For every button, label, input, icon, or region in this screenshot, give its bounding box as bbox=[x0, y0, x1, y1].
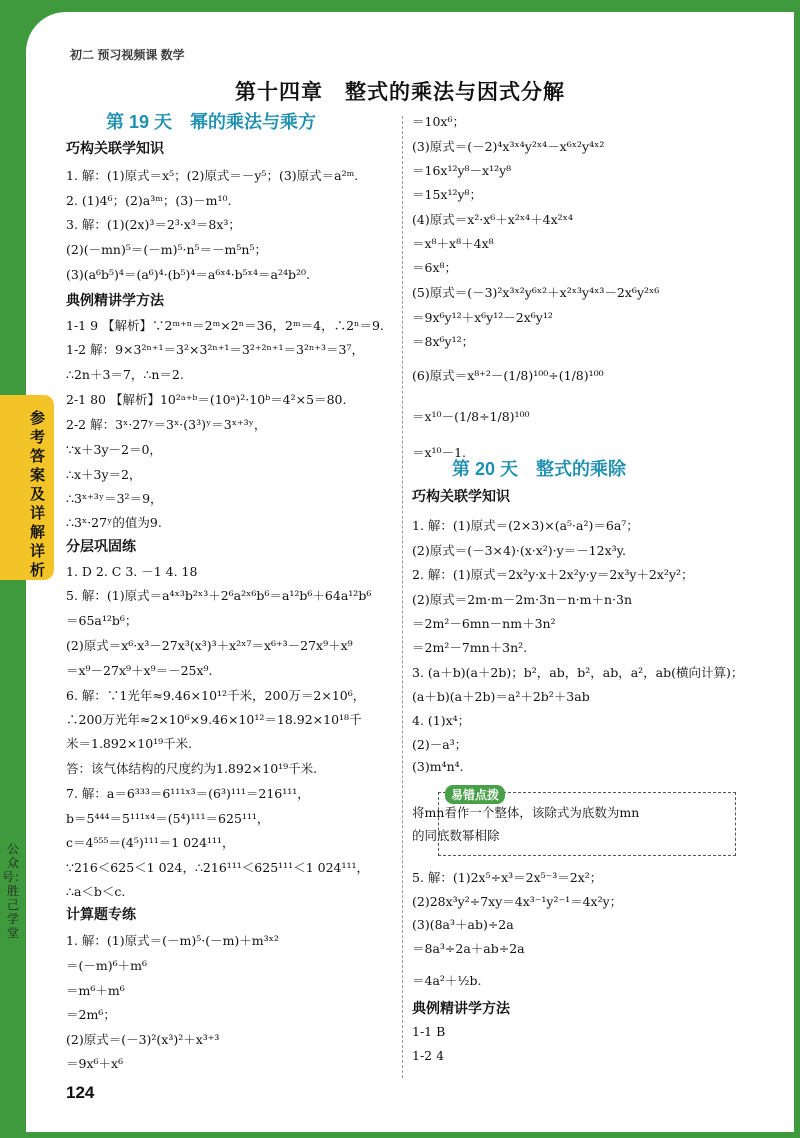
answer-line: (2)原式＝(－3×4)·(x·x²)·y＝－12x³y. bbox=[412, 543, 627, 558]
answer-line: (2)(－mn)⁵＝(－m)⁵·n⁵＝－m⁵n⁵； bbox=[66, 242, 267, 257]
answer-line: 4. (1)x⁴； bbox=[412, 713, 471, 728]
answer-line: c＝4⁵⁵⁵＝(4⁵)¹¹¹＝1 024¹¹¹， bbox=[66, 835, 235, 850]
answer-line: ∴x＋3y＝2， bbox=[66, 467, 142, 482]
answer-line: (4)原式＝x²·x⁶＋x²ˣ⁴＋4x²ˣ⁴ bbox=[412, 212, 573, 227]
answer-line: 米＝1.892×10¹⁹千米. bbox=[66, 736, 193, 751]
answer-line: 1. 解：(1)原式＝(－m)⁵·(－m)＋m³ˣ² bbox=[66, 933, 279, 948]
answer-line: 2-2 解：3ˣ·27ʸ＝3ˣ·(3³)ʸ＝3ˣ⁺³ʸ， bbox=[66, 417, 267, 432]
answer-line: (2)原式＝2m·m－2m·3n－n·m＋n·3n bbox=[412, 592, 633, 607]
answer-line: 1. D 2. C 3. －1 4. 18 bbox=[66, 564, 198, 579]
answer-line: ＝9x⁶＋x⁶ bbox=[66, 1056, 124, 1071]
day-title: 第 19 天 幂的乘法与乘方 bbox=[106, 112, 317, 132]
answer-line: 的同底数幂相除 bbox=[412, 828, 500, 843]
side-watermark: 公众号：胜己学堂 bbox=[2, 842, 27, 940]
answer-line: b＝5⁴⁴⁴＝5¹¹¹ˣ⁴＝(5⁴)¹¹¹＝625¹¹¹， bbox=[66, 811, 270, 826]
answer-line: 1-2 4 bbox=[412, 1048, 445, 1063]
answer-line: ＝2m²－6mn－nm＋3n² bbox=[412, 616, 556, 631]
section-heading: 典例精讲学方法 bbox=[412, 1000, 510, 1016]
answer-line: ＝x⁸＋x⁸＋4x⁸ bbox=[412, 236, 494, 251]
answer-line: (2)原式＝x⁶·x³－27x³(x³)³＋x²ˣ⁷＝x⁶⁺³－27x⁹＋x⁹ bbox=[66, 638, 353, 653]
answer-line: 6. 解：∵1光年≈9.46×10¹²千米，200万＝2×10⁶， bbox=[66, 688, 366, 703]
page-number: 124 bbox=[66, 1083, 95, 1102]
answer-line: 将mn看作一个整体，该除式为底数为mn bbox=[412, 805, 640, 820]
answer-line: (3)m⁴n⁴. bbox=[412, 759, 464, 774]
answer-line: ∵x＋3y－2＝0， bbox=[66, 442, 162, 457]
answer-line: ∵216＜625＜1 024，∴216¹¹¹＜625¹¹¹＜1 024¹¹¹， bbox=[66, 860, 370, 875]
answer-line: ＝2m⁶； bbox=[66, 1007, 116, 1022]
section-heading: 巧构关联学知识 bbox=[66, 140, 164, 156]
answer-line: (2)原式＝(－3)²(x³)²＋x³⁺³ bbox=[66, 1032, 220, 1047]
answer-line: (3)(8a³＋ab)÷2a bbox=[412, 917, 514, 932]
answer-line: ＝9x⁶y¹²＋x⁶y¹²－2x⁶y¹² bbox=[412, 310, 553, 325]
section-heading: 计算题专练 bbox=[66, 906, 136, 922]
chapter-title: 第十四章 整式的乘法与因式分解 bbox=[235, 81, 565, 104]
answer-line: 答：该气体结构的尺度约为1.892×10¹⁹千米. bbox=[66, 761, 318, 776]
section-heading: 典例精讲学方法 bbox=[66, 292, 164, 308]
answer-line: (a＋b)(a＋2b)＝a²＋2b²＋3ab bbox=[412, 689, 590, 704]
answer-line: 1-1 B bbox=[412, 1024, 446, 1039]
page-header: 初二 预习视频课 数学 bbox=[70, 48, 185, 62]
answer-line: ＝x¹⁰－1. bbox=[412, 445, 466, 460]
answer-line: ∴a＜b＜c. bbox=[66, 884, 126, 899]
answer-line: ＝4a²＋½b. bbox=[412, 973, 482, 988]
answer-line: ＝x¹⁰－(1/8÷1/8)¹⁰⁰ bbox=[412, 409, 530, 424]
error-tip-tag: 易错点拨 bbox=[445, 785, 505, 804]
answer-line: ∴200万光年≈2×10⁶×9.46×10¹²＝18.92×10¹⁸千 bbox=[66, 712, 362, 727]
answer-line: 2. (1)4⁶；(2)a³ᵐ；(3)－m¹⁰. bbox=[66, 193, 232, 208]
answer-line: 5. 解：(1)2x⁵÷x³＝2x⁵⁻³＝2x²； bbox=[412, 870, 603, 885]
answer-line: ＝16x¹²y⁸－x¹²y⁸ bbox=[412, 163, 512, 178]
answer-line: 5. 解：(1)原式＝a⁴ˣ³b²ˣ³＋2⁶a²ˣ⁶b⁶＝a¹²b⁶＋64a¹²b⁶ bbox=[66, 588, 372, 603]
answer-line: (6)原式＝x⁸⁺²－(1/8)¹⁰⁰÷(1/8)¹⁰⁰ bbox=[412, 368, 604, 383]
answer-line: ＝6x⁸； bbox=[412, 260, 458, 275]
answer-line: ∴3ˣ·27ʸ的值为9. bbox=[66, 515, 162, 530]
answer-line: ＝8x⁶y¹²； bbox=[412, 334, 475, 349]
answer-line: ＝8a³÷2a＋ab÷2a bbox=[412, 941, 525, 956]
side-tab bbox=[0, 395, 54, 580]
answer-line: (5)原式＝(－3)²x³ˣ²y⁶ˣ²＋x²ˣ³y⁴ˣ³－2x⁶y²ˣ⁶ bbox=[412, 285, 660, 300]
answer-line: ∴3ˣ⁺³ʸ＝3²＝9， bbox=[66, 491, 163, 506]
answer-line: 1. 解：(1)原式＝x⁵；(2)原式＝－y⁵；(3)原式＝a²ᵐ. bbox=[66, 168, 359, 183]
answer-line: 3. 解：(1)(2x)³＝2³·x³＝8x³； bbox=[66, 217, 241, 232]
answer-line: 2-1 80 【解析】10²ᵃ⁺ᵇ＝(10ᵃ)²·10ᵇ＝4²×5＝80. bbox=[66, 392, 347, 407]
answer-line: 1-1 9 【解析】∵2ᵐ⁺ⁿ＝2ᵐ×2ⁿ＝36，2ᵐ＝4，∴2ⁿ＝9. bbox=[66, 318, 384, 333]
answer-line: 1. 解：(1)原式＝(2×3)×(a⁵·a²)＝6a⁷； bbox=[412, 518, 639, 533]
answer-line: ＝(－m)⁶＋m⁶ bbox=[66, 958, 147, 973]
side-tab-label: 参考答案及详解详析 bbox=[30, 410, 46, 579]
answer-line: (3)(a⁶b⁵)⁴＝(a⁶)⁴·(b⁵)⁴＝a⁶ˣ⁴·b⁵ˣ⁴＝a²⁴b²⁰. bbox=[66, 267, 310, 282]
answer-line: ＝2m²－7mn＋3n². bbox=[412, 640, 528, 655]
answer-line: ＝m⁶＋m⁶ bbox=[66, 983, 125, 998]
answer-line: (3)原式＝(－2)⁴x³ˣ⁴y²ˣ⁴－x⁶ˣ²y⁴ˣ² bbox=[412, 139, 605, 154]
answer-line: 7. 解：a＝6³³³＝6¹¹¹ˣ³＝(6³)¹¹¹＝216¹¹¹， bbox=[66, 786, 310, 801]
answer-line: ＝15x¹²y⁸； bbox=[412, 187, 483, 202]
day-title: 第 20 天 整式的乘除 bbox=[452, 459, 627, 479]
answer-line: (2)－a³； bbox=[412, 737, 468, 752]
answer-line: 2. 解：(1)原式＝2x²y·x＋2x²y·y＝2x³y＋2x²y²； bbox=[412, 567, 694, 582]
answer-line: 1-2 解：9×3²ⁿ⁺¹＝3²×3²ⁿ⁺¹＝3²⁺²ⁿ⁺¹＝3²ⁿ⁺³＝3⁷， bbox=[66, 342, 364, 357]
answer-line: ∴2n＋3＝7，∴n＝2. bbox=[66, 367, 184, 382]
answer-line: ＝10x⁶； bbox=[412, 114, 465, 129]
answer-line: ＝65a¹²b⁶； bbox=[66, 613, 138, 628]
section-heading: 巧构关联学知识 bbox=[412, 488, 510, 504]
answer-line: 3. (a＋b)(a＋2b)；b²，ab，b²，ab，a²，ab(横向计算)； bbox=[412, 665, 744, 680]
column-divider bbox=[402, 116, 403, 1078]
answer-line: ＝x⁹－27x⁹＋x⁹＝－25x⁹. bbox=[66, 663, 213, 678]
section-heading: 分层巩固练 bbox=[66, 538, 136, 554]
answer-line: (2)28x³y²÷7xy＝4x³⁻¹y²⁻¹＝4x²y； bbox=[412, 894, 623, 909]
